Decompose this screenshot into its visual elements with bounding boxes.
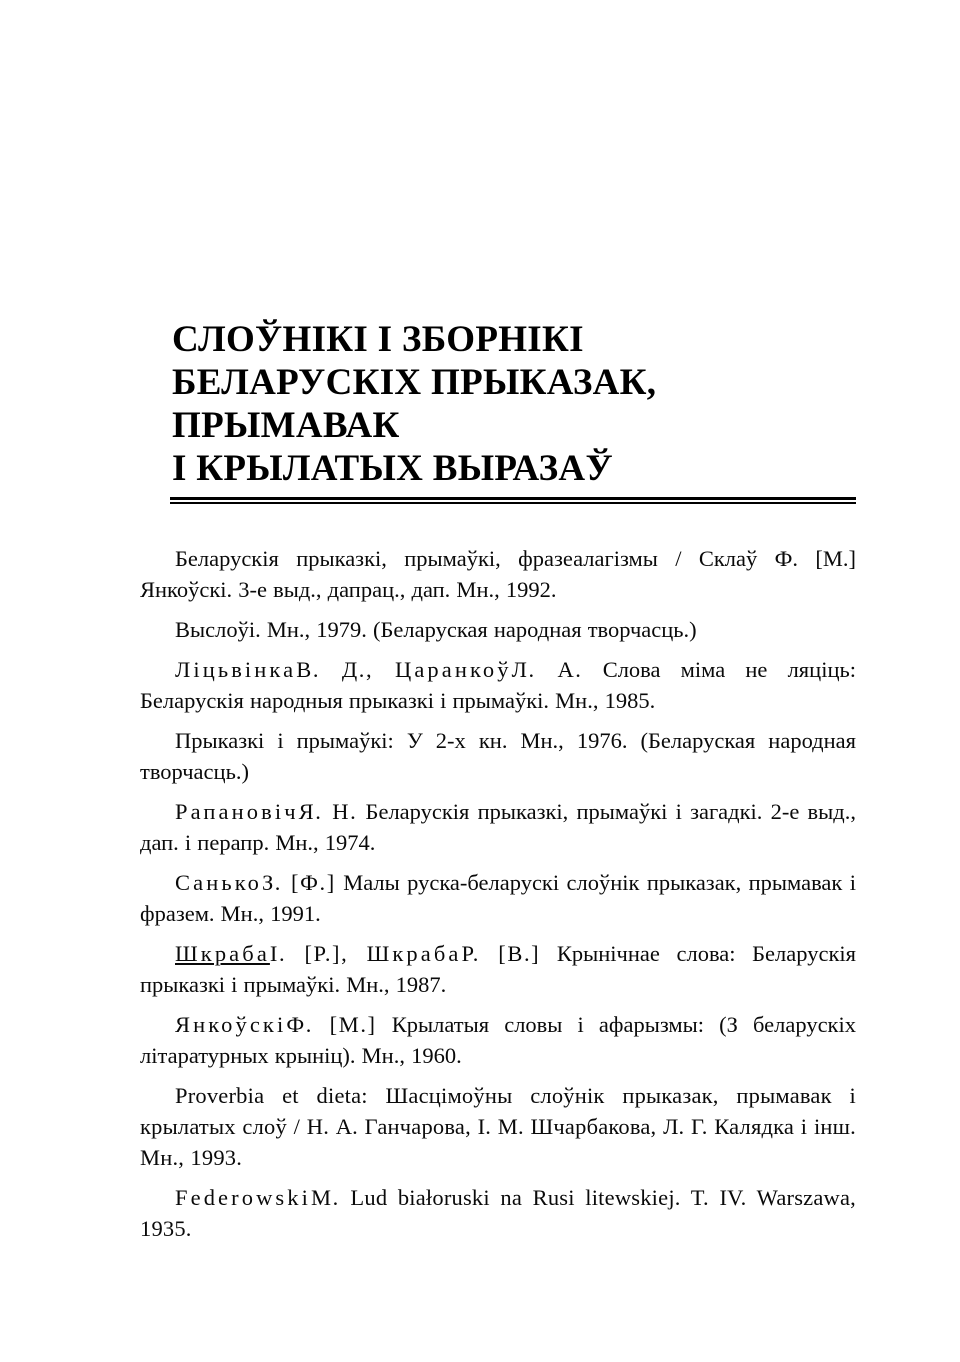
bibliography-entry (140, 796, 856, 858)
bibliography-entry (140, 725, 856, 787)
divider-thick-line (170, 497, 856, 500)
entry-author-name-secondary: Царанкоў (394, 657, 512, 682)
entry-author-name: Янкоўскі (175, 1012, 287, 1037)
entry-author-initials: З. [Ф.] (261, 870, 336, 895)
bibliography-entry (140, 867, 856, 929)
entry-text: Крынічнае слова: Беларускія прыказкі і прымаўкі. Мн., 1987. (140, 941, 856, 997)
page-content (140, 318, 856, 1244)
entry-text: Беларускія прыказкі, прымаўкі і загадкі. 2-е выд., дап. і перапр. Мн., 1974. (140, 799, 856, 855)
bibliography-entry (140, 938, 856, 1000)
page-title-line-2: БЕЛАРУСКІХ ПРЫКАЗАК, (172, 362, 657, 403)
entry-text: Proverbia et dieta: Шасцімоўны слоўнік прыказак, прымавак і крылатых слоў / Н. А. Ганчарова, І. М. Шчарбакова, Л. Г. Калядка і інш. Мн., 1993. (140, 1083, 856, 1170)
page-title-line-1: СЛОЎНІКІ І ЗБОРНІКІ (172, 319, 584, 360)
divider-thin-line (170, 502, 856, 504)
entry-text: Беларускія прыказкі, прымаўкі, фразеалагізмы / Склаў Ф. [М.] Янкоўскі. 3-е выд., дапрац., дап. Мн., 1992. (140, 546, 856, 602)
entry-text: Крылатыя словы і афарызмы: (З беларускіх літаратурных крыніц). Мн., 1960. (140, 1012, 856, 1068)
page-title-line-4: І КРЫЛАТЫХ ВЫРАЗАЎ (172, 448, 613, 489)
bibliography-entry (140, 654, 856, 716)
entry-author-name-secondary: Шкраба (366, 941, 462, 966)
entry-author-initials: І. [Р.], (269, 941, 367, 966)
entry-text: Слова міма не ляціць: Беларускія народныя прыказкі і прымаўкі. Мн., 1985. (140, 657, 857, 713)
page-title-line-3: ПРЫМАВАК (172, 405, 400, 446)
entry-text: Прыказкі і прымаўкі: У 2-х кн. Мн., 1976. (Беларуская народная творчасць.) (140, 728, 856, 784)
entry-text: Малы руска-беларускі слоўнік прыказак, прымавак і фразем. Мн., 1991. (140, 870, 856, 926)
entry-author-name: Ліцьвінка (175, 657, 297, 682)
entry-text: Lud białoruski na Rusi litewskiej. T. IV. Warszawa, 1935. (140, 1185, 856, 1241)
bibliography-entry (140, 1182, 856, 1244)
title-divider-rule (170, 497, 856, 504)
bibliography-entry (140, 1080, 856, 1173)
entry-author-initials: В. Д., (296, 657, 395, 682)
bibliography-entry (140, 543, 856, 605)
bibliography-list (140, 543, 856, 1244)
entry-author-name: Federowski (175, 1185, 311, 1210)
entry-author-initials-secondary: Р. [В.] (461, 941, 541, 966)
entry-author-name: Рапановіч (175, 799, 299, 824)
entry-author-name: Шкраба (175, 941, 270, 966)
entry-text: Выслоўі. Мн., 1979. (Беларуская народная творчасць.) (175, 617, 697, 642)
page-title (140, 318, 856, 490)
entry-author-initials-secondary: Л. А. (511, 657, 583, 682)
bibliography-entry (140, 1009, 856, 1071)
entry-author-initials: Ф. [М.] (286, 1012, 377, 1037)
bibliography-entry (140, 614, 856, 645)
entry-author-initials: M. (311, 1185, 340, 1210)
entry-author-name: Санько (175, 870, 262, 895)
entry-author-initials: Я. Н. (298, 799, 358, 824)
